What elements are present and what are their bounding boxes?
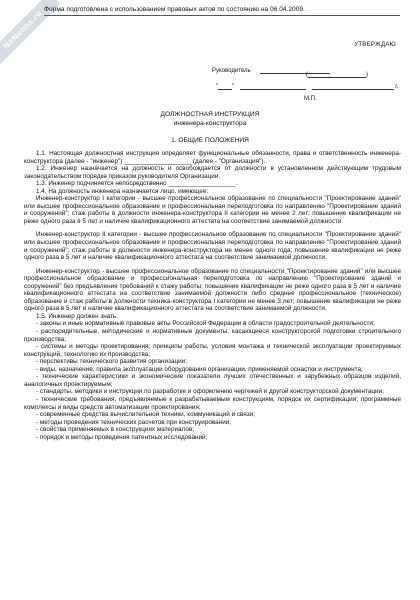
paragraph: - законы и иные нормативные правовые акты Российской Федерации в области градостроительной деятельности; [36, 320, 375, 328]
paragraph: 1.2. Инженер назначается на должность и освобождается от должности в установленном действующим трудовым законодательством порядке приказом руководителя Организации. [24, 165, 401, 180]
paragraph: Инженер-конструктор I категории - высшее профессиональное образование по специальности "Проектирование зданий" или высшее профессиональное образование и профессиональная переподготовка по направлению "Проектирование зданий и сооружений"; стаж работы в должности инженера-конструктора II категории не менее 2 лет; повышение квалификации не реже одного раза в 5 лет и наличие квалификационного аттестата на соответствие занимаемой должности. [24, 195, 401, 225]
document-title: ДОЛЖНОСТНАЯ ИНСТРУКЦИЯ [160, 111, 260, 118]
name-paren-open: ( [306, 72, 308, 78]
paragraph: 1.5. Инженер должен знать: [36, 312, 119, 320]
stamp-label: М.П. [304, 96, 317, 102]
watermark: NoNunns.ru [0, 0, 60, 67]
document-body [24, 150, 401, 441]
paragraph: - технические характеристики и экономические показатели лучших отечественных и зарубежных образцов изделий, аналогичных проектируемым; [24, 373, 401, 388]
paragraph: - стандарты, методики и инструкции по разработке и оформлению чертежей и другой конструкторской документации; [36, 388, 384, 396]
paragraph: 1.4. На должность инженера назначается лицо, имеющее: [36, 187, 209, 195]
paragraph: - распорядительные, методические и нормативные документы, касающиеся конструкторской подготовки строительного производства; [24, 328, 401, 343]
date-quote-open: " [216, 84, 219, 90]
date-day-line [218, 89, 232, 90]
paragraph: 1.3. Инженер подчиняется непосредственно ___________________. [36, 180, 238, 188]
date-year-line [312, 89, 394, 90]
document-subtitle: инженера-конструктора [173, 120, 247, 127]
date-row [216, 84, 398, 90]
paragraph: 1.1. Настоящая должностная инструкция определяет функциональные обязанности, права и ответственность инженера-конструктора (далее - "инженер") ___________________ (далее - "Организация"). [24, 150, 401, 165]
date-month-line [240, 89, 306, 90]
paragraph: - виды, назначение, правила эксплуатации оборудования организации, применяемой оснастки и инструмента; [36, 365, 363, 373]
approval-label: УТВЕРЖДАЮ [354, 42, 396, 48]
paragraph: - методы проведения технических расчетов при конструировании; [36, 418, 232, 426]
section-heading: 1. ОБЩИЕ ПОЛОЖЕНИЯ [171, 137, 249, 144]
year-suffix: г. [395, 84, 399, 90]
paragraph: - технические требования, предъявляемые к разрабатываемым конструкциям, порядок их сертификации; программные комплексы и виды средств автоматизации проектирования; [24, 395, 401, 411]
paragraph: Инженер-конструктор - высшее профессиональное образование по специальности "Проектирование зданий" или высшее профессиональное образование и профессиональная переподготовка по направлению "Проектирование зданий и сооружений" без предъявления требований к стажу работы; повышение квалификации не реже одного раза в 5 лет и наличие квалификационного аттестата на соответствие занимаемой должности либо среднее профессиональное (техническое) образование и стаж работы в должности техника-конструктора I категории не менее 3 лет; повышение квалификации не реже одного раза в 5 лет и наличие квалификационного аттестата на соответствие занимаемой должности. [24, 267, 401, 313]
paragraph: - порядок и методы проведения патентных исследований; [36, 433, 208, 441]
head-label: Руководитель [212, 68, 251, 74]
form-header-note: Форма подготовлена с использованием правовых актов по состоянию на 06.04.2009. [44, 6, 400, 16]
paragraph: - системы и методы проектирования; принципы работы, условия монтажа и технической эксплуатации проектируемых конструкций, технологию их производства; [24, 343, 401, 358]
signature-name-row [306, 72, 368, 78]
paragraph: - свойства применяемых в конструкциях материалов; [36, 426, 194, 434]
paragraph: - современные средства вычислительной техники, коммуникаций и связи; [36, 411, 255, 419]
name-paren-close: ) [366, 72, 368, 78]
paragraph: - перспективы технического развития организации; [36, 358, 187, 366]
name-line [308, 77, 366, 78]
paragraph: Инженер-конструктор II категории - высшее профессиональное образование по специальности "Проектирование зданий" или высшее профессиональное образование и профессиональная переподготовка по направлению "Проектирование зданий и сооружений"; стаж работы в должности инженера-конструктора не менее одного года; повышение квалификации не реже одного раза в 5 лет и наличие квалификационного аттестата на соответствие занимаемой должности. [24, 231, 401, 262]
date-quote-close: " [232, 84, 235, 90]
